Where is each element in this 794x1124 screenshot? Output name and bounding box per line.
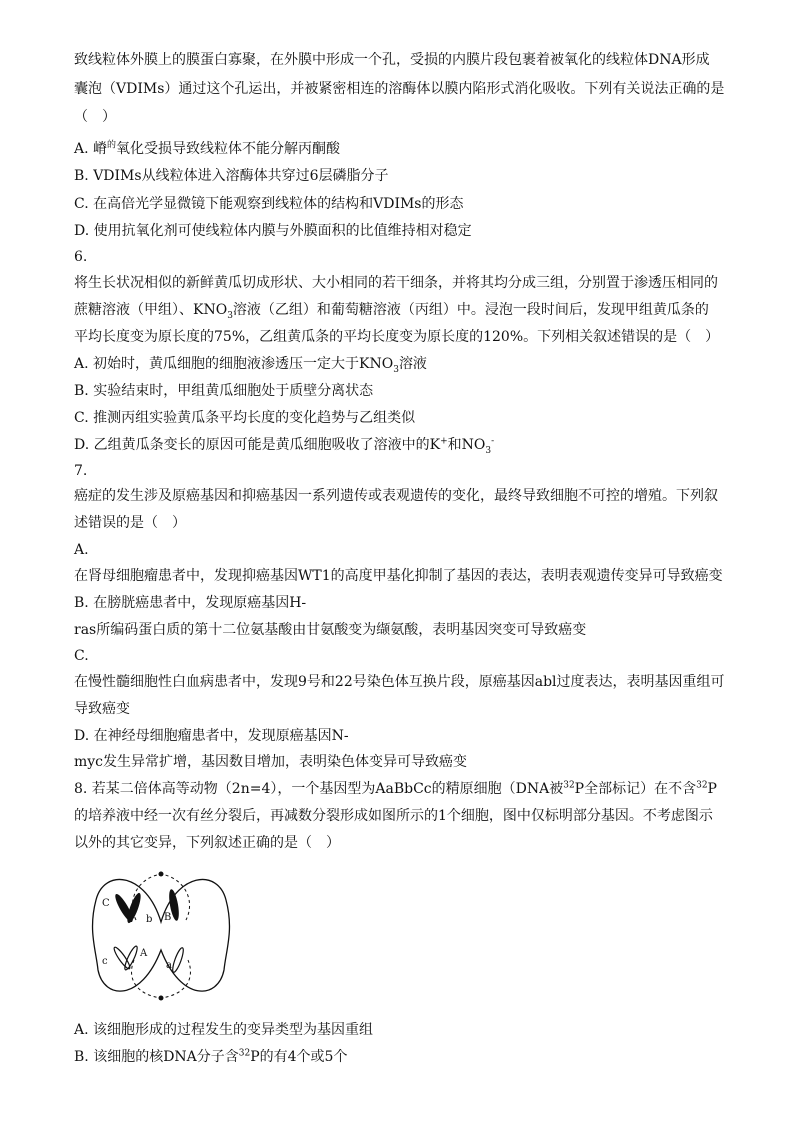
q7-option-d-line-2: myc发生异常扩增，基因数目增加，表明染色体变异可导致癌变 <box>74 754 468 770</box>
q7-option-a-text: 在肾母细胞瘤患者中，发现抑癌基因WT1的高度甲基化抑制了基因的表达，表明表观遗传变异可导致癌变 <box>74 568 723 584</box>
q7-option-b-line-1: B. 在膀胱癌患者中，发现原癌基因H- <box>74 595 307 611</box>
q7-option-c-line-2: 导致癌变 <box>74 701 130 717</box>
q7-option-c-label: C. <box>74 648 89 664</box>
q6-option-a: A. 初始时，黄瓜细胞的细胞液渗透压一定大于$KNO_3$溶液 <box>74 356 427 375</box>
q8-option-a: A. 该细胞形成的过程发生的变异类型为基因重组 <box>74 1022 374 1038</box>
q7-stem-line-1: 癌症的发生涉及原癌基因和抑癌基因一系列遗传或表观遗传的变化，最终导致细胞不可控的增殖。下列叙 <box>74 488 718 504</box>
q6-number: 6. <box>74 249 88 265</box>
q8-stem-line-3: 以外的其它变异，下列叙述正确的是（ ） <box>74 835 340 851</box>
spindle-fiber-bottom <box>132 960 191 998</box>
q6-stem-line-2: 蔗糖溶液（甲组）、$KNO_3$溶液（乙组）和葡萄糖溶液（丙组）中。浸泡一段时间后，发现甲组黄瓜条的 <box>74 302 709 321</box>
q5-option-a: A. 嵴$^的$氧化受损导致线粒体不能分解丙酮酸 <box>74 140 341 157</box>
gene-label-B: B <box>164 912 172 923</box>
q8-option-b: B. 该细胞的核DNA分子含$^{32}$P的有4个或5个 <box>74 1048 348 1065</box>
q8-stem-line-1: 8. 若某二倍体高等动物（2n=4），一个基因型为AaBbCc的精原细胞（DNA被$^{32}$P全部标记）在不含$^{32}$P <box>74 780 717 797</box>
q7-number: 7. <box>74 463 88 479</box>
gene-label-A: A <box>140 948 148 959</box>
q5-stem-line-2: 囊泡（VDIMs）通过这个孔运出，并被紧密相连的溶酶体以膜内陷形式消化吸收。下列有关说法正确的是 <box>74 81 725 97</box>
cell-membrane <box>93 879 230 991</box>
chromosome-pair-lower-left <box>112 945 139 971</box>
q6-stem-line-3: 平均长度变为原长度的75%，乙组黄瓜条的平均长度变为原长度的120%。下列相关叙述错误的是（ ） <box>74 329 720 345</box>
q5-option-c: C. 在高倍光学显微镜下能观察到线粒体的结构和VDIMs的形态 <box>74 196 464 212</box>
centrosome-top <box>159 872 164 877</box>
chromosome-lower-right <box>171 947 186 973</box>
q8-stem-line-2: 的培养液中经一次有丝分裂后，再减数分裂形成如图所示的1个细胞，图中仅标明部分基因。不考虑图示 <box>74 808 713 824</box>
q6-option-b: B. 实验结束时，甲组黄瓜细胞处于质壁分离状态 <box>74 383 374 399</box>
q6-option-c: C. 推测丙组实验黄瓜条平均长度的变化趋势与乙组类似 <box>74 410 416 426</box>
cell-division-figure <box>86 860 236 1010</box>
centrosome-bottom <box>159 996 164 1001</box>
q5-stem-line-1: 致线粒体外膜上的膜蛋白寡聚，在外膜中形成一个孔，受损的内膜片段包裹着被氧化的线粒体DNA形成 <box>74 52 710 68</box>
q7-option-b-line-2: ras所编码蛋白质的第十二位氨基酸由甘氨酸变为缬氨酸，表明基因突变可导致癌变 <box>74 622 587 638</box>
q6-stem-line-1: 将生长状况相似的新鲜黄瓜切成形状、大小相同的若干细条，并将其均分成三组，分别置于渗透压相同的 <box>74 275 718 291</box>
q7-stem-line-2: 述错误的是（ ） <box>74 515 186 531</box>
gene-label-C: C <box>102 898 110 909</box>
q5-option-d: D. 使用抗氧化剂可使线粒体内膜与外膜面积的比值维持相对稳定 <box>74 223 472 239</box>
q7-option-a-label: A. <box>74 542 89 558</box>
q7-option-d-line-1: D. 在神经母细胞瘤患者中，发现原癌基因N- <box>74 728 349 744</box>
gene-label-c: c <box>102 956 108 967</box>
q5-stem-line-3: （ ） <box>74 109 116 125</box>
gene-label-b: b <box>146 914 153 925</box>
gene-label-a: a <box>166 960 172 971</box>
q6-option-d: D. 乙组黄瓜条变长的原因可能是黄瓜细胞吸收了溶液中的K+和$NO_3^-$ <box>74 436 495 456</box>
chromosome-pair-upper-left <box>113 892 144 925</box>
q7-option-c-line-1: 在慢性髓细胞性白血病患者中，发现9号和22号染色体互换片段，原癌基因abl过度表达，表明基因重组可 <box>74 674 725 690</box>
q5-option-b: B. VDIMs从线粒体进入溶酶体共穿过6层磷脂分子 <box>74 168 389 184</box>
spindle-fiber-top <box>132 874 189 920</box>
